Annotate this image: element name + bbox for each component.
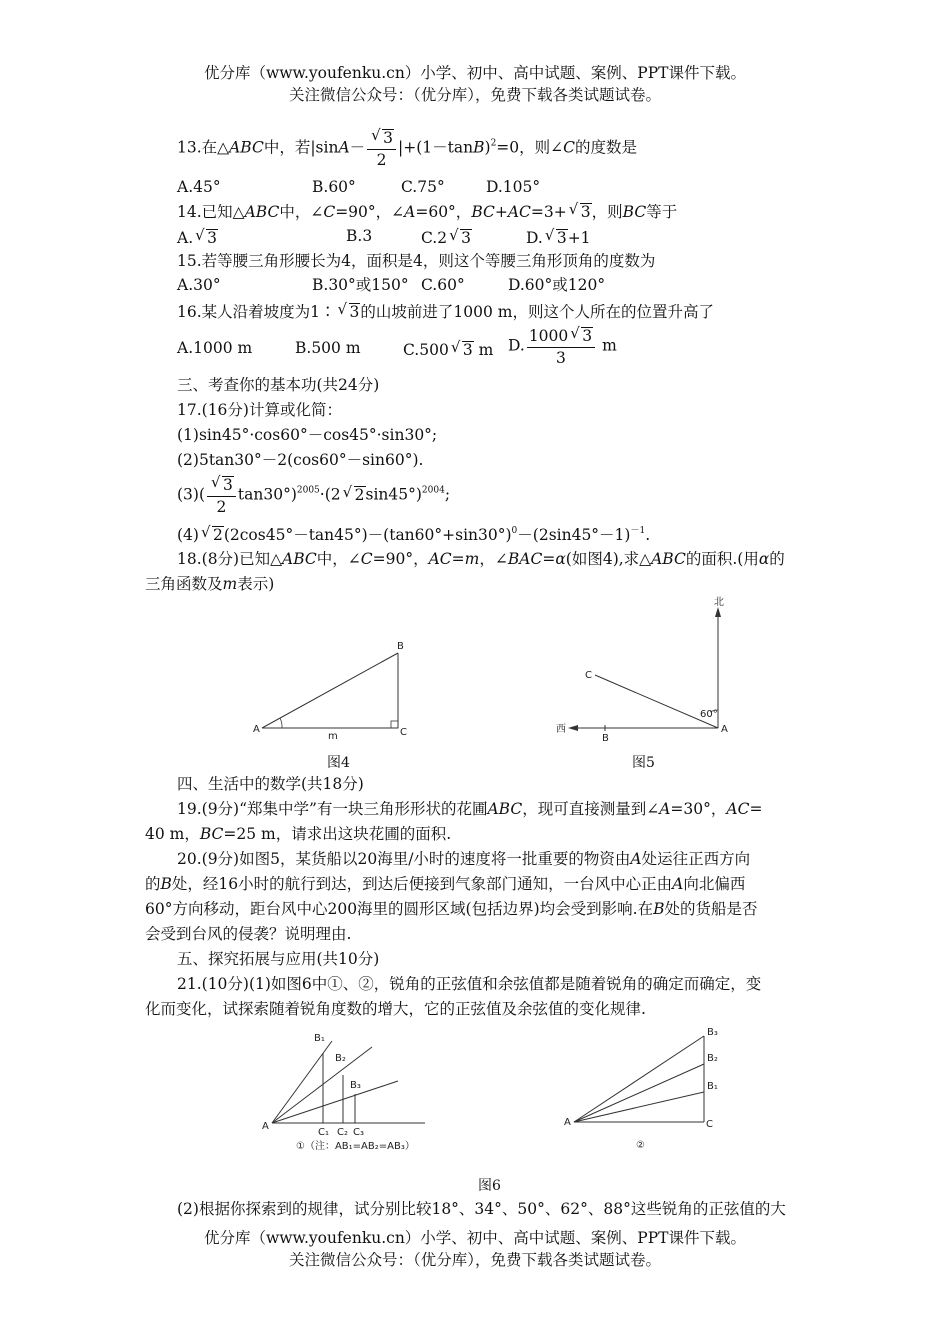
figure-5-caption: 图5 <box>632 755 655 771</box>
fig6-1-note: ①（注：AB₁=AB₂=AB₃） <box>296 1141 415 1152</box>
q20-line-1: 20.(9分)如图5，某货船以20海里/小时的速度将一批重要的物资由A处运往正西方向 <box>177 850 751 868</box>
figure-4-caption: 图4 <box>327 755 350 771</box>
figure-6-caption: 图6 <box>478 1178 501 1194</box>
question-15: 15.若等腰三角形腰长为4，面积是4，则这个等腰三角形顶角的度数为 <box>177 252 656 270</box>
q19-line-2: 40 m，BC=25 m，请求出这块花圃的面积. <box>145 825 452 843</box>
q13-option-a: A.45° <box>177 178 221 196</box>
figure-4 <box>250 635 420 745</box>
fig6-2-label: ② <box>636 1140 645 1150</box>
q14-option-c: C.2√ 3 <box>421 229 472 247</box>
q17-part-1: (1)sin45°·cos60°－cos45°·sin30°; <box>177 426 438 444</box>
q15-option-d: D.60°或120° <box>508 276 606 294</box>
header-line-2: 关注微信公众号：（优分库），免费下载各类试题试卷。 <box>288 86 661 104</box>
fig6-1-label-c2: C₂ <box>337 1127 348 1138</box>
q20-line-3: 60°方向移动，距台风中心200海里的圆形区域(包括边界)均会受到影响.在B处的货船是否 <box>145 900 758 918</box>
figure-6-2 <box>560 1020 730 1150</box>
q17-part-3: (3)( √ $\frac{3}{2}$ tan30°)$^{2005}$·(2√ 2sin45°)$^{2004}$; <box>177 476 450 515</box>
fig5-label-north: 北 <box>714 597 724 608</box>
fig5-label-b: B <box>602 733 609 744</box>
q14-option-d: D.√ 3+1 <box>526 229 591 247</box>
q16-option-d: D. $\frac{1000√ 3}{3}$ m <box>508 327 617 366</box>
question-13: 13.在△ABC中，若|sinA－ √ $\frac{3}{2}$ $|+(1-\tan B)^2=0$，则∠C的度数是 <box>177 129 637 168</box>
fig5-label-angle: 60° <box>700 709 718 720</box>
footer-line-1: 优分库（www.youfenku.cn）小学、初中、高中试题、案例、PPT课件下载。 <box>203 1229 747 1247</box>
header-line-1: 优分库（www.youfenku.cn）小学、初中、高中试题、案例、PPT课件下载。 <box>203 64 747 82</box>
q16-option-c: C.500√ 3 m <box>403 341 493 359</box>
q15-option-c: C.60° <box>421 276 465 294</box>
fig4-label-c: C <box>400 727 407 738</box>
fig6-2-label-b1: B₁ <box>707 1081 718 1092</box>
q21-line-1: 21.(10分)(1)如图6中①、②，锐角的正弦值和余弦值都是随着锐角的确定而确定，变 <box>177 975 762 993</box>
fig6-1-label-c1: C₁ <box>318 1127 329 1138</box>
question-14: 14.已知△ABC中，∠C=90°，∠A=60°，BC+AC=3+√ 3，则BC等于 <box>177 203 677 221</box>
fig6-2-label-c: C <box>706 1119 713 1130</box>
fig4-label-m: m <box>328 731 338 742</box>
q20-line-4: 会受到台风的侵袭？说明理由. <box>145 925 352 943</box>
q21-line-3: (2)根据你探索到的规律，试分别比较18°、34°、50°、62°、88°这些锐角的正弦值的大 <box>177 1200 786 1218</box>
q13-option-c: C.75° <box>401 178 445 196</box>
q13-option-b: B.60° <box>312 178 356 196</box>
q15-option-a: A.30° <box>177 276 221 294</box>
q17-part-4: (4)√ $2(2\cos 45^\circ-\tan 45^\circ)-(\tan 60^\circ+\sin 30^\circ)^0-(2\sin 45^\circ-1)^{-1}$. <box>177 526 650 544</box>
fig6-1-label-a: A <box>262 1121 269 1132</box>
q21-line-2: 化而变化，试探索随着锐角度数的增大，它的正弦值及余弦值的变化规律. <box>145 1000 646 1018</box>
section-5-title: 五、探究拓展与应用(共10分) <box>177 950 380 968</box>
q17-part-2: (2)5tan30°－2(cos60°－sin60°). <box>177 451 424 469</box>
fig6-2-label-a: A <box>564 1117 571 1128</box>
section-3-title: 三、考查你的基本功(共24分) <box>177 376 380 394</box>
section-4-title: 四、生活中的数学(共18分) <box>177 775 364 793</box>
fig5-label-a: A <box>721 724 728 735</box>
fig4-label-a: A <box>253 724 260 735</box>
q13-option-d: D.105° <box>486 178 541 196</box>
question-16: 16.某人沿着坡度为1∶√ 3的山坡前进了1000 m，则这个人所在的位置升高了 <box>177 303 714 321</box>
fig6-1-label-b2: B₂ <box>335 1053 346 1064</box>
fig5-label-c: C <box>585 670 592 681</box>
fig6-2-label-b3: B₃ <box>707 1027 718 1038</box>
q16-option-b: B.500 m <box>295 339 361 357</box>
q20-line-2: 的B处，经16小时的航行到达，到达后便接到气象部门通知，一台风中心正由A向北偏西 <box>145 875 746 893</box>
q17-title: 17.(16分)计算或化简： <box>177 401 342 419</box>
q16-option-a: A.1000 m <box>177 339 253 357</box>
q14-option-b: B.3 <box>346 227 373 245</box>
fig6-1-label-b1: B₁ <box>314 1033 325 1044</box>
figure-5 <box>550 595 740 745</box>
fig6-1-label-c3: C₃ <box>353 1127 364 1138</box>
q19-line-1: 19.(9分)“郑集中学”有一块三角形形状的花圃ABC，现可直接测量到∠A=30°，AC= <box>177 800 763 818</box>
fig6-2-label-b2: B₂ <box>707 1053 718 1064</box>
fig5-label-west: 西 <box>556 724 566 735</box>
fig4-label-b: B <box>397 641 404 652</box>
q18-line-1: 18.(8分)已知△ABC中，∠C=90°，AC=m，∠BAC=α(如图4),求△ABC的面积.(用α的 <box>177 550 785 568</box>
q14-option-a: A.√ 3 <box>177 229 218 247</box>
q15-option-b: B.30°或150° <box>312 276 409 294</box>
fig6-1-label-b3: B₃ <box>350 1080 361 1091</box>
footer-line-2: 关注微信公众号：（优分库），免费下载各类试题试卷。 <box>288 1251 661 1269</box>
q18-line-2: 三角函数及m表示) <box>145 575 275 593</box>
figure-6-1 <box>260 1025 430 1155</box>
